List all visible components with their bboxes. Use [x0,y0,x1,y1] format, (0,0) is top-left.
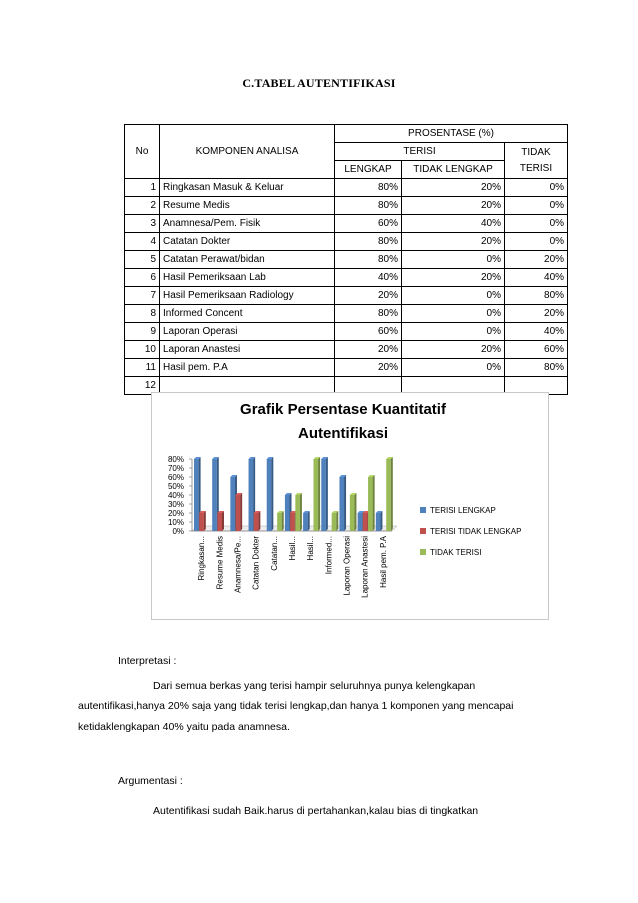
y-tick-label: 0% [172,527,184,536]
argumentasi-heading: Argumentasi : [118,775,183,787]
row-lengkap: 40% [335,269,402,287]
table-body [125,179,568,395]
bar-side-1 [240,493,242,531]
row-lengkap: 20% [335,341,402,359]
table-row [125,287,568,305]
row-component: Catatan Perawat/bidan [160,251,335,269]
row-number: 8 [125,305,160,323]
y-tick-label: 50% [167,482,184,491]
argumentasi-line-1: Autentifikasi sudah Baik.harus di pertahankan,kalau bias di tingkatkan [153,805,479,817]
bar-2 [313,459,318,531]
bar-0 [212,459,217,531]
bar-0 [249,459,254,531]
row-component: Informed Concent [160,305,335,323]
bar-2 [386,459,391,531]
chart-title-line2: Autentifikasi [297,425,389,442]
row-component: Hasil Pemeriksaan Lab [160,269,335,287]
row-number: 10 [125,341,160,359]
bar-side-2 [300,493,302,531]
row-lengkap: 80% [335,179,402,197]
row-lengkap: 80% [335,251,402,269]
bar-side-0 [271,457,273,531]
bar-1 [254,513,259,531]
legend-swatch-0 [420,507,426,513]
legend-swatch-1 [420,528,426,534]
x-tick-label: Anamnesa/Pe... [233,536,243,593]
row-tidak-lengkap: 20% [402,179,505,197]
bar-0 [358,513,363,531]
header-tidak-lengkap: TIDAK LENGKAP [402,161,505,179]
x-tick-label: Laporan Anastesi [360,536,370,598]
row-component: Ringkasan Masuk & Keluar [160,179,335,197]
x-tick-label: Hasil... [306,536,316,561]
row-component: Laporan Anastesi [160,341,335,359]
table-row [125,269,568,287]
row-lengkap: 60% [335,323,402,341]
row-number: 7 [125,287,160,305]
header-terisi: TERISI [335,143,505,161]
row-tidak-lengkap: 0% [402,359,505,377]
interpretasi-heading: Interpretasi : [118,655,177,667]
row-lengkap: 80% [335,305,402,323]
bar-side-1 [258,511,260,531]
row-number: 1 [125,179,160,197]
bar-0 [194,459,199,531]
row-number: 5 [125,251,160,269]
row-number: 3 [125,215,160,233]
row-lengkap: 20% [335,287,402,305]
interpretasi-line-2: autentifikasi,hanya 20% saja yang tidak terisi lengkap,dan hanya 1 komponen yang mencapai [78,700,514,712]
row-lengkap: 80% [335,233,402,251]
x-tick-label: Informed... [324,536,334,575]
bar-side-2 [282,511,284,531]
bar-side-0 [326,457,328,531]
y-tick-label: 60% [167,473,184,482]
bar-0 [321,459,326,531]
bar-side-2 [318,457,320,531]
bar-0 [285,495,290,531]
table-row [125,323,568,341]
bar-2 [295,495,300,531]
interpretasi-line-1: Dari semua berkas yang terisi hampir seluruhnya punya kelengkapan [153,680,476,692]
bar-1 [290,513,295,531]
table-row [125,197,568,215]
row-number: 12 [125,377,160,395]
bar-side-2 [391,457,393,531]
row-lengkap: 60% [335,215,402,233]
x-tick-label: Hasil pem. P.A [378,536,388,588]
row-number: 4 [125,233,160,251]
table-row [125,341,568,359]
row-tidak-terisi: 0% [505,233,568,251]
row-tidak-terisi: 20% [505,251,568,269]
header-no: No [125,125,160,179]
bar-1 [236,495,241,531]
legend-swatch-2 [420,549,426,555]
authentication-table [124,124,568,395]
bar-1 [217,513,222,531]
row-tidak-terisi: 40% [505,269,568,287]
x-tick-label: Resume Medis [215,536,225,590]
row-tidak-lengkap: 0% [402,305,505,323]
row-number: 6 [125,269,160,287]
legend-label-0: TERISI LENGKAP [430,506,496,515]
bar-0 [303,513,308,531]
row-tidak-terisi: 80% [505,287,568,305]
x-tick-label: Ringkasan... [197,536,207,581]
x-tick-label: Laporan Operasi [342,536,352,596]
bar-0 [267,459,272,531]
row-tidak-lengkap: 20% [402,341,505,359]
bar-chart [152,393,548,619]
document-title: C.TABEL AUTENTIFIKASI [242,76,396,90]
row-tidak-lengkap: 20% [402,197,505,215]
row-lengkap: 80% [335,197,402,215]
row-tidak-lengkap: 20% [402,233,505,251]
row-tidak-lengkap: 0% [402,323,505,341]
bar-0 [230,477,235,531]
bar-side-2 [354,493,356,531]
chart-title-line1: Grafik Persentase Kuantitatif [240,401,446,418]
bar-1 [363,513,368,531]
x-tick-label: Hasil... [288,536,297,561]
y-tick-label: 80% [167,455,184,464]
chart-container [151,392,549,620]
legend-label-2: TIDAK TERISI [430,548,482,557]
header-lengkap: LENGKAP [335,161,402,179]
bar-side-0 [308,511,310,531]
row-tidak-terisi: 0% [505,215,568,233]
bar-side-2 [373,475,375,531]
row-number: 11 [125,359,160,377]
row-tidak-terisi: 80% [505,359,568,377]
header-tidak-terisi-line1: TIDAK [521,146,551,158]
row-component: Hasil Pemeriksaan Radiology [160,287,335,305]
row-tidak-terisi: 0% [505,179,568,197]
table-row [125,179,568,197]
bar-0 [376,513,381,531]
table-row [125,359,568,377]
bar-2 [277,513,282,531]
row-tidak-lengkap: 20% [402,269,505,287]
row-lengkap: 20% [335,359,402,377]
row-component: Laporan Operasi [160,323,335,341]
row-tidak-terisi: 40% [505,323,568,341]
y-tick-label: 70% [167,464,184,473]
bar-side-1 [204,511,206,531]
row-component: Hasil pem. P.A [160,359,335,377]
x-tick-label: Catatan Dokter [251,536,261,590]
header-tidak-terisi-line2: TERISI [519,162,553,174]
row-tidak-terisi: 60% [505,341,568,359]
row-component: Resume Medis [160,197,335,215]
table-row [125,215,568,233]
bar-side-1 [222,511,224,531]
row-tidak-terisi: 0% [505,197,568,215]
row-component: Anamnesa/Pem. Fisik [160,215,335,233]
table-row [125,233,568,251]
bar-2 [350,495,355,531]
bar-2 [332,513,337,531]
table-header-row [125,125,568,143]
x-tick-label: Catatan... [269,536,279,571]
row-number: 9 [125,323,160,341]
row-tidak-terisi: 20% [505,305,568,323]
table-row [125,305,568,323]
bar-side-0 [344,475,346,531]
row-component: Catatan Dokter [160,233,335,251]
header-komponen: KOMPONEN ANALISA [160,125,335,179]
legend-label-1: TERISI TIDAK LENGKAP [430,527,522,536]
bar-1 [199,513,204,531]
row-number: 2 [125,197,160,215]
row-tidak-lengkap: 40% [402,215,505,233]
bar-2 [368,477,373,531]
row-tidak-lengkap: 0% [402,251,505,269]
table-row [125,251,568,269]
header-prosentase: PROSENTASE (%) [335,125,568,143]
y-tick-label: 20% [167,509,184,518]
header-tidak-terisi [505,143,568,179]
interpretasi-line-3: ketidaklengkapan 40% yaitu pada anamnesa. [78,721,290,733]
row-tidak-lengkap: 0% [402,287,505,305]
bar-side-2 [336,511,338,531]
y-tick-label: 40% [167,491,184,500]
bar-0 [339,477,344,531]
bar-side-0 [380,511,382,531]
y-tick-label: 30% [167,500,184,509]
y-tick-label: 10% [167,518,184,527]
